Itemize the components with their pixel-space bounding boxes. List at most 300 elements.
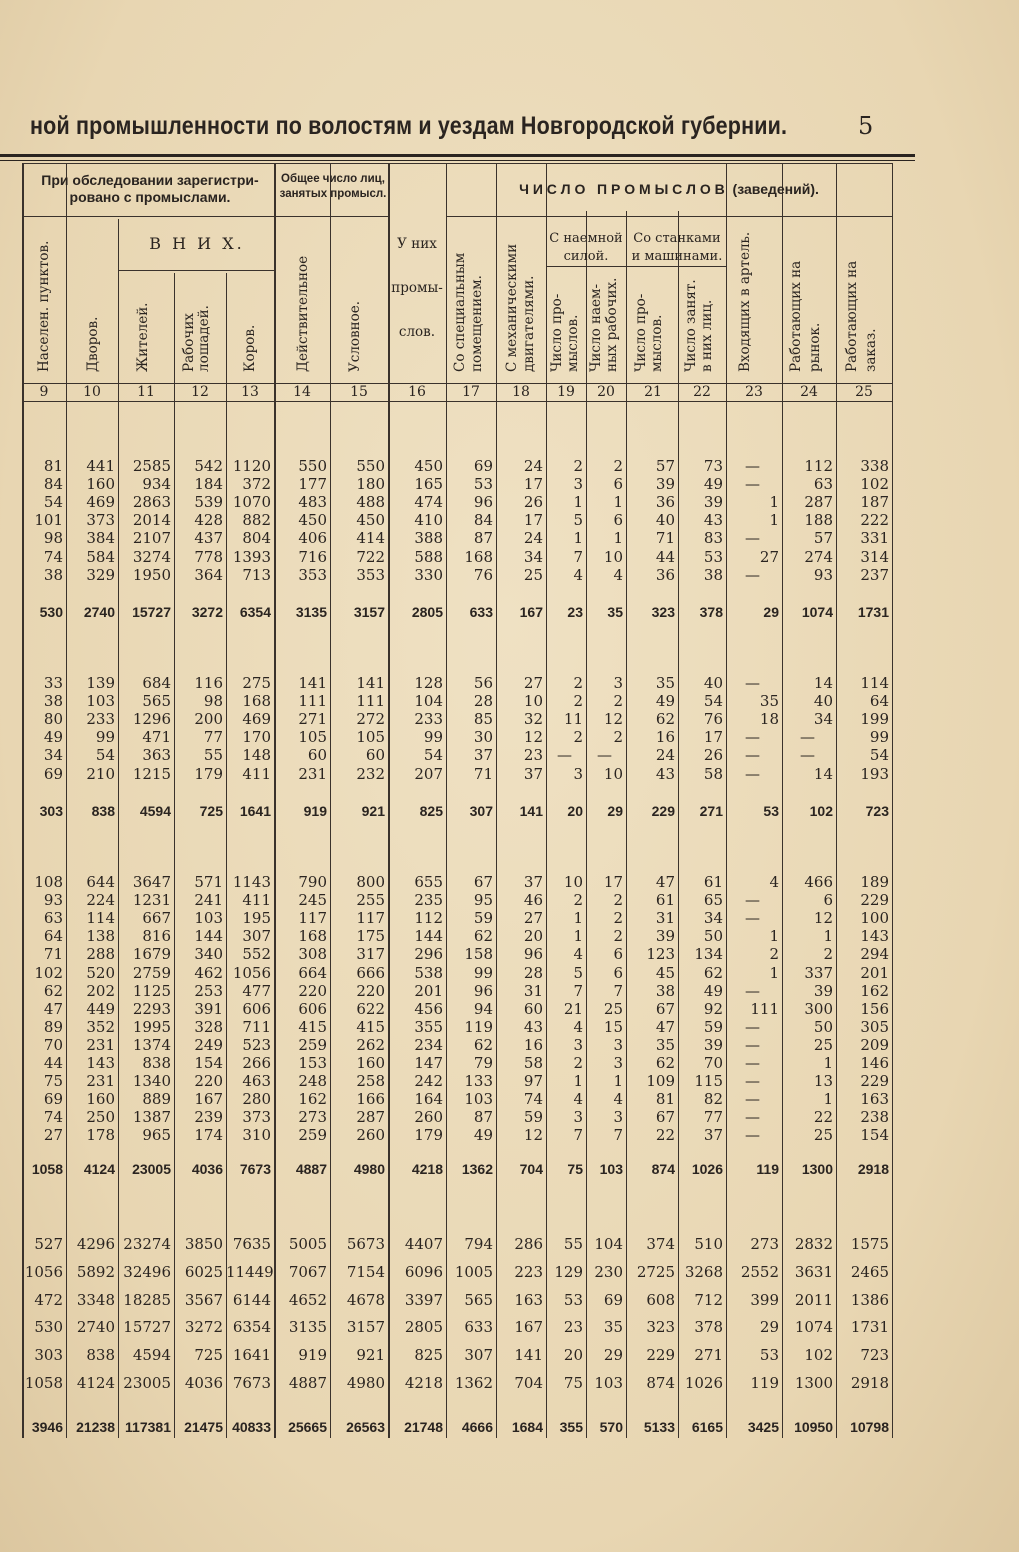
table-cell: 229 xyxy=(860,891,889,910)
table-cell: 75 xyxy=(563,1374,583,1392)
table-cell: 530 xyxy=(34,1318,63,1336)
table-cell: 40 xyxy=(813,692,833,711)
table-cell: 965 xyxy=(142,1126,171,1145)
table-cell: 305 xyxy=(860,1017,889,1036)
header-col9: Населен. пунктов. xyxy=(36,240,52,372)
table-cell: 17 xyxy=(703,728,723,747)
table-row xyxy=(0,765,1019,783)
table-cell: 449 xyxy=(86,999,115,1018)
table-cell: 153 xyxy=(298,1054,327,1072)
table-cell: 3397 xyxy=(404,1291,443,1309)
table-cell: 7 xyxy=(613,981,623,1000)
table-cell: 167 xyxy=(519,604,543,620)
table-cell: 170 xyxy=(242,728,271,747)
table-cell: 317 xyxy=(356,945,385,964)
table-cell: 4036 xyxy=(191,1161,223,1177)
table-cell: 4 xyxy=(769,873,779,891)
table-cell: 1 xyxy=(573,1072,583,1091)
table-cell: 23 xyxy=(567,604,583,620)
table-cell: 11449 xyxy=(226,1263,274,1281)
table-cell: 229 xyxy=(860,1072,889,1091)
table-cell: 1 xyxy=(573,927,583,946)
column-number: 20 xyxy=(597,384,615,400)
table-cell: — xyxy=(745,1126,760,1145)
table-row xyxy=(0,674,1019,692)
table-cell: 1056 xyxy=(232,963,271,982)
table-cell: 71 xyxy=(473,764,493,783)
table-cell: 539 xyxy=(194,493,223,512)
table-cell: 7635 xyxy=(232,1235,271,1253)
table-cell: 27 xyxy=(759,547,779,566)
table-cell: 666 xyxy=(356,963,385,982)
page-title: ной промышленности по волостям и уездам Новгородской губернии. xyxy=(30,112,788,140)
table-cell: 119 xyxy=(756,1161,779,1177)
table-cell: 1300 xyxy=(801,1161,833,1177)
table-cell: 167 xyxy=(514,1318,543,1336)
table-cell: 139 xyxy=(86,674,115,692)
table-cell: 303 xyxy=(34,1346,63,1364)
table-cell: 79 xyxy=(473,1054,493,1072)
table-cell: 571 xyxy=(194,873,223,891)
table-cell: 3274 xyxy=(132,547,171,566)
table-cell: 550 xyxy=(356,457,385,475)
table-cell: 55 xyxy=(203,746,223,765)
table-cell: 39 xyxy=(655,475,675,494)
table-cell: 6 xyxy=(823,891,833,910)
table-cell: 415 xyxy=(298,1017,327,1036)
table-cell: 373 xyxy=(86,511,115,530)
table-cell: 220 xyxy=(356,981,385,1000)
table-cell: 82 xyxy=(703,1090,723,1109)
table-cell: 62 xyxy=(703,963,723,982)
table-cell: 1 xyxy=(769,511,779,530)
table-cell: 300 xyxy=(804,999,833,1018)
table-cell: 13 xyxy=(813,1072,833,1091)
table-cell: 450 xyxy=(298,511,327,530)
table-cell: 49 xyxy=(655,692,675,711)
table-cell: 53 xyxy=(703,547,723,566)
table-cell: 2011 xyxy=(794,1291,833,1309)
table-cell: 84 xyxy=(473,511,493,530)
table-cell: 704 xyxy=(519,1161,543,1177)
table-cell: 353 xyxy=(298,565,327,584)
table-cell: 1074 xyxy=(801,604,833,620)
table-cell: 156 xyxy=(860,999,889,1018)
table-cell: 58 xyxy=(523,1054,543,1072)
table-cell: 4980 xyxy=(353,1161,385,1177)
table-cell: 874 xyxy=(651,1161,675,1177)
table-cell: 1 xyxy=(769,927,779,946)
table-cell: 1 xyxy=(573,493,583,512)
table-row xyxy=(0,1108,1019,1126)
table-cell: 1731 xyxy=(850,1318,889,1336)
table-cell: 725 xyxy=(199,803,223,819)
table-cell: 102 xyxy=(809,803,833,819)
table-cell: 4124 xyxy=(76,1374,115,1392)
table-cell: 63 xyxy=(43,909,63,928)
table-cell: 825 xyxy=(414,1346,443,1364)
table-cell: 99 xyxy=(473,963,493,982)
table-cell: 271 xyxy=(699,803,723,819)
table-cell: 337 xyxy=(804,963,833,982)
table-cell: 296 xyxy=(414,945,443,964)
header-col25: Работающих на заказ. xyxy=(844,260,879,372)
table-cell: 584 xyxy=(86,547,115,566)
table-cell: 4218 xyxy=(404,1374,443,1392)
table-cell: 1 xyxy=(613,529,623,548)
table-cell: 242 xyxy=(414,1072,443,1091)
table-row xyxy=(0,529,1019,547)
table-cell: 2759 xyxy=(132,963,171,982)
table-cell: 116 xyxy=(194,674,223,692)
table-cell: 323 xyxy=(646,1318,675,1336)
table-cell: 53 xyxy=(563,1291,583,1309)
table-cell: 168 xyxy=(298,927,327,946)
table-cell: 527 xyxy=(34,1235,63,1253)
table-cell: 67 xyxy=(655,1108,675,1127)
table-cell: 934 xyxy=(142,475,171,494)
table-cell: 249 xyxy=(194,1035,223,1054)
table-cell: 237 xyxy=(860,565,889,584)
table-cell: 245 xyxy=(298,891,327,910)
column-number: 17 xyxy=(462,384,480,400)
table-cell: 259 xyxy=(298,1035,327,1054)
table-cell: 179 xyxy=(194,764,223,783)
table-cell: 6354 xyxy=(232,1318,271,1336)
table-cell: 46 xyxy=(523,891,543,910)
table-cell: 35 xyxy=(759,692,779,711)
table-cell: 712 xyxy=(694,1291,723,1309)
table-cell: 4296 xyxy=(76,1235,115,1253)
table-cell: 4036 xyxy=(184,1374,223,1392)
table-cell: 1386 xyxy=(850,1291,889,1309)
table-cell: 39 xyxy=(703,493,723,512)
table-cell: 49 xyxy=(43,728,63,747)
table-cell: 450 xyxy=(414,457,443,475)
table-cell: 23 xyxy=(523,746,543,765)
table-cell: 12 xyxy=(523,728,543,747)
table-cell: 919 xyxy=(298,1346,327,1364)
page-number: 5 xyxy=(858,112,874,140)
table-cell: 165 xyxy=(414,475,443,494)
table-cell: 1731 xyxy=(857,604,889,620)
table-cell: 60 xyxy=(307,746,327,765)
table-cell: 804 xyxy=(242,529,271,548)
table-cell: 378 xyxy=(699,604,723,620)
table-cell: 466 xyxy=(804,873,833,891)
table-cell: 76 xyxy=(473,565,493,584)
table-cell: 25 xyxy=(813,1035,833,1054)
table-cell: 23005 xyxy=(132,1161,171,1177)
table-cell: 180 xyxy=(356,475,385,494)
table-cell: 1 xyxy=(573,529,583,548)
table-cell: 44 xyxy=(655,547,675,566)
table-cell: 117381 xyxy=(125,1419,171,1435)
table-cell: 129 xyxy=(554,1263,583,1281)
table-cell: 414 xyxy=(356,529,385,548)
table-cell: 260 xyxy=(414,1108,443,1127)
table-cell: 92 xyxy=(703,999,723,1018)
table-cell: 134 xyxy=(694,945,723,964)
table-cell: 2 xyxy=(573,674,583,692)
table-cell: 114 xyxy=(860,674,889,692)
table-cell: 364 xyxy=(194,565,223,584)
table-cell: 355 xyxy=(559,1419,583,1435)
table-cell: 523 xyxy=(242,1035,271,1054)
table-cell: 384 xyxy=(86,529,115,548)
table-cell: 7 xyxy=(573,1126,583,1145)
table-cell: 722 xyxy=(356,547,385,566)
grid-hline xyxy=(22,216,274,217)
table-cell: 119 xyxy=(750,1374,779,1392)
table-cell: 4218 xyxy=(411,1161,443,1177)
table-cell: 258 xyxy=(356,1072,385,1091)
table-cell: 76 xyxy=(703,710,723,729)
table-cell: 415 xyxy=(356,1017,385,1036)
table-cell: 711 xyxy=(242,1017,271,1036)
table-cell: 148 xyxy=(242,746,271,765)
table-cell: 3850 xyxy=(184,1235,223,1253)
table-cell: 2 xyxy=(613,728,623,747)
table-cell: 21 xyxy=(563,999,583,1018)
table-cell: 69 xyxy=(473,457,493,475)
table-cell: 112 xyxy=(804,457,833,475)
table-cell: 24 xyxy=(655,746,675,765)
table-cell: — xyxy=(745,1072,760,1091)
table-cell: 272 xyxy=(356,710,385,729)
table-cell: 437 xyxy=(194,529,223,548)
table-cell: 477 xyxy=(242,981,271,1000)
table-cell: 209 xyxy=(860,1035,889,1054)
table-cell: 565 xyxy=(142,692,171,711)
table-cell: 644 xyxy=(86,873,115,891)
table-cell: — xyxy=(745,728,760,747)
table-cell: 34 xyxy=(703,909,723,928)
table-cell: 2 xyxy=(613,457,623,475)
column-number: 25 xyxy=(855,384,873,400)
table-cell: 4407 xyxy=(404,1235,443,1253)
table-cell: 87 xyxy=(473,529,493,548)
table-cell: 83 xyxy=(703,529,723,548)
table-cell: 1679 xyxy=(132,945,171,964)
table-row xyxy=(0,873,1019,891)
table-cell: 77 xyxy=(203,728,223,747)
column-number: 13 xyxy=(241,384,259,400)
table-cell: 1074 xyxy=(794,1318,833,1336)
table-cell: 69 xyxy=(603,1291,623,1309)
table-cell: 32 xyxy=(523,710,543,729)
table-cell: 921 xyxy=(361,803,385,819)
table-cell: 62 xyxy=(655,1054,675,1072)
table-cell: 96 xyxy=(473,493,493,512)
header-col18: С механическими двигателями. xyxy=(504,243,537,372)
table-cell: 123 xyxy=(646,945,675,964)
table-cell: 723 xyxy=(865,803,889,819)
table-cell: 3 xyxy=(613,674,623,692)
table-cell: 54 xyxy=(43,493,63,512)
table-cell: 2918 xyxy=(857,1161,889,1177)
grid-hline xyxy=(274,216,388,217)
table-cell: 1 xyxy=(613,493,623,512)
table-cell: 3631 xyxy=(794,1263,833,1281)
table-cell: 69 xyxy=(43,764,63,783)
table-cell: 99 xyxy=(869,728,889,747)
table-cell: 59 xyxy=(703,1017,723,1036)
table-cell: 49 xyxy=(703,475,723,494)
column-number: 22 xyxy=(693,384,711,400)
table-cell: 210 xyxy=(86,764,115,783)
table-cell: 1 xyxy=(769,493,779,512)
table-cell: 21748 xyxy=(404,1419,443,1435)
table-cell: 24 xyxy=(523,457,543,475)
table-cell: 141 xyxy=(514,1346,543,1364)
table-cell: 838 xyxy=(86,1346,115,1364)
table-cell: 177 xyxy=(298,475,327,494)
table-cell: 62 xyxy=(655,710,675,729)
table-cell: 89 xyxy=(43,1017,63,1036)
table-row xyxy=(0,1072,1019,1090)
table-cell: 667 xyxy=(142,909,171,928)
table-cell: 3268 xyxy=(684,1263,723,1281)
table-cell: 18 xyxy=(759,710,779,729)
table-cell: 391 xyxy=(194,999,223,1018)
table-cell: 363 xyxy=(142,746,171,765)
table-cell: — xyxy=(745,1108,760,1127)
table-cell: 323 xyxy=(651,604,675,620)
table-cell: 4 xyxy=(613,1090,623,1109)
table-cell: 355 xyxy=(414,1017,443,1036)
table-cell: 178 xyxy=(86,1126,115,1145)
table-cell: 340 xyxy=(194,945,223,964)
column-number: 15 xyxy=(350,384,368,400)
table-cell: 202 xyxy=(86,981,115,1000)
table-cell: 74 xyxy=(43,547,63,566)
table-cell: 4678 xyxy=(346,1291,385,1309)
table-cell: 255 xyxy=(356,891,385,910)
table-cell: 3157 xyxy=(346,1318,385,1336)
table-cell: 800 xyxy=(356,873,385,891)
table-row xyxy=(0,692,1019,710)
table-cell: 287 xyxy=(804,493,833,512)
table-cell: 43 xyxy=(655,764,675,783)
table-cell: 2552 xyxy=(740,1263,779,1281)
table-cell: 241 xyxy=(194,891,223,910)
table-cell: — xyxy=(745,475,760,494)
table-cell: 15 xyxy=(603,1017,623,1036)
table-cell: 7 xyxy=(573,981,583,1000)
table-cell: 70 xyxy=(703,1054,723,1072)
table-cell: 96 xyxy=(473,981,493,1000)
table-cell: 93 xyxy=(813,565,833,584)
table-cell: 232 xyxy=(356,764,385,783)
table-cell: 93 xyxy=(43,891,63,910)
table-cell: 838 xyxy=(91,803,115,819)
table-cell: 54 xyxy=(869,746,889,765)
table-row xyxy=(0,1291,1019,1309)
table-cell: 44 xyxy=(43,1054,63,1072)
table-cell: 15727 xyxy=(123,1318,171,1336)
table-cell: 102 xyxy=(34,963,63,982)
table-cell: 889 xyxy=(142,1090,171,1109)
table-cell: — xyxy=(745,981,760,1000)
table-cell: 274 xyxy=(804,547,833,566)
table-cell: 12 xyxy=(603,710,623,729)
table-cell: 570 xyxy=(599,1419,623,1435)
table-cell: 36 xyxy=(655,565,675,584)
header-col12: Рабочих лошадей. xyxy=(181,305,212,372)
table-cell: 25665 xyxy=(288,1419,327,1435)
table-cell: 103 xyxy=(86,692,115,711)
table-cell: 5 xyxy=(573,511,583,530)
total-row xyxy=(0,603,1019,621)
table-cell: 520 xyxy=(86,963,115,982)
table-row xyxy=(0,493,1019,511)
table-cell: 15727 xyxy=(132,604,171,620)
table-cell: 399 xyxy=(750,1291,779,1309)
table-cell: 542 xyxy=(194,457,223,475)
table-cell: 99 xyxy=(95,728,115,747)
table-cell: 16 xyxy=(523,1035,543,1054)
table-cell: 6 xyxy=(613,963,623,982)
table-cell: 550 xyxy=(298,457,327,475)
top-rule xyxy=(0,154,915,157)
table-cell: 54 xyxy=(703,692,723,711)
table-cell: 43 xyxy=(703,511,723,530)
table-cell: 222 xyxy=(860,511,889,530)
table-cell: 95 xyxy=(473,891,493,910)
table-row xyxy=(0,746,1019,764)
grid-vline xyxy=(626,211,627,1438)
table-cell: 2918 xyxy=(850,1374,889,1392)
table-cell: 2 xyxy=(573,692,583,711)
table-cell: 60 xyxy=(523,999,543,1018)
table-cell: 7 xyxy=(573,547,583,566)
table-cell: 286 xyxy=(514,1235,543,1253)
table-cell: 1056 xyxy=(24,1263,63,1281)
table-cell: 105 xyxy=(356,728,385,747)
table-cell: 4 xyxy=(573,565,583,584)
table-cell: 725 xyxy=(194,1346,223,1364)
table-cell: 111 xyxy=(298,692,327,711)
table-cell: — xyxy=(745,746,760,765)
table-cell: 3567 xyxy=(184,1291,223,1309)
table-cell: 428 xyxy=(194,511,223,530)
table-cell: 98 xyxy=(43,529,63,548)
table-cell: 35 xyxy=(603,1318,623,1336)
table-cell: 472 xyxy=(34,1291,63,1309)
table-cell: 1995 xyxy=(132,1017,171,1036)
table-cell: 723 xyxy=(860,1346,889,1364)
table-cell: 37 xyxy=(523,873,543,891)
table-cell: 25 xyxy=(813,1126,833,1145)
header-col19: Число про- мыслов. xyxy=(549,293,581,372)
table-cell: 29 xyxy=(763,604,779,620)
table-cell: 233 xyxy=(86,710,115,729)
table-cell: 794 xyxy=(464,1235,493,1253)
table-row xyxy=(0,1346,1019,1364)
table-cell: 49 xyxy=(473,1126,493,1145)
table-cell: 62 xyxy=(43,981,63,1000)
table-cell: 5892 xyxy=(76,1263,115,1281)
table-cell: 606 xyxy=(298,999,327,1018)
table-cell: 30 xyxy=(473,728,493,747)
table-cell: 35 xyxy=(607,604,623,620)
table-cell: 201 xyxy=(860,963,889,982)
table-cell: 4 xyxy=(613,565,623,584)
table-row xyxy=(0,1090,1019,1108)
table-cell: 3 xyxy=(573,764,583,783)
table-cell: 5005 xyxy=(288,1235,327,1253)
